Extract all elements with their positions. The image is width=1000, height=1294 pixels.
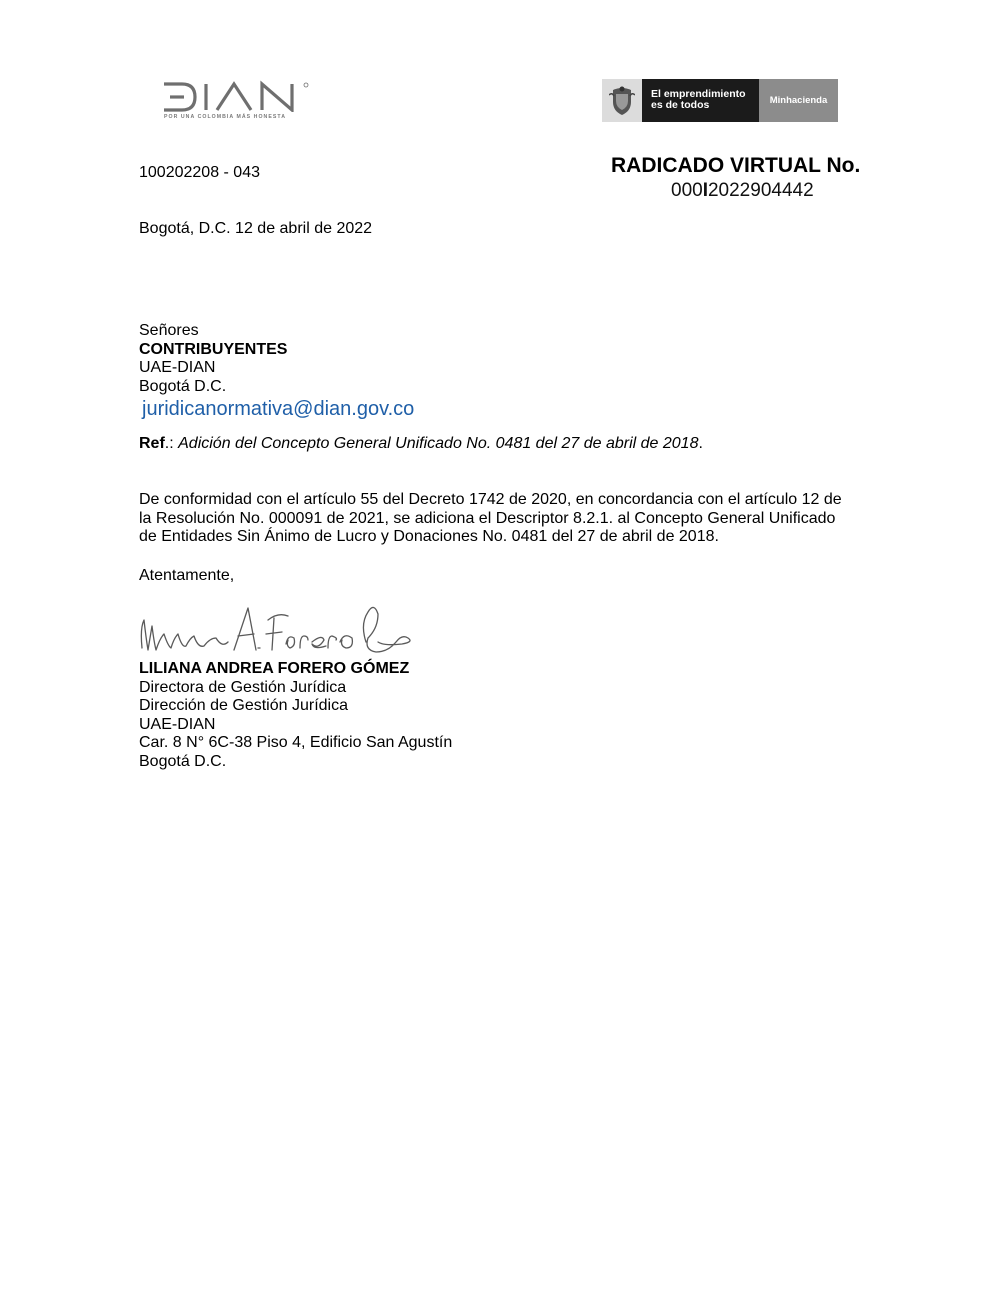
signer-office: Dirección de Gestión Jurídica	[139, 697, 348, 715]
signer-city: Bogotá D.C.	[139, 752, 227, 770]
body-line: la Resolución No. 000091 de 2021, se adiciona el Descriptor 8.2.1. al Concepto General Unificado	[139, 509, 836, 527]
dian-logo	[162, 80, 312, 124]
reference-separator: .:	[164, 435, 179, 452]
reference-line	[139, 435, 703, 454]
document-number: 100202208 - 043	[139, 164, 260, 181]
signer-name: LILIANA ANDREA FORERO GÓMEZ	[139, 660, 410, 677]
recipient-name: CONTRIBUYENTES	[139, 340, 288, 358]
gov-slogan-line1: El emprendimiento	[651, 88, 746, 100]
radicado-prefix: 000	[671, 180, 703, 201]
recipient-block	[139, 322, 287, 396]
email-link[interactable]: juridicanormativa@dian.gov.co	[142, 398, 415, 420]
signer-entity: UAE-DIAN	[139, 715, 216, 733]
ministry-label: Minhacienda	[759, 79, 838, 122]
closing: Atentamente,	[139, 567, 235, 584]
recipient-entity: UAE-DIAN	[139, 359, 216, 377]
signer-address: Car. 8 N° 6C-38 Piso 4, Edificio San Agustín	[139, 734, 453, 752]
city-date: Bogotá, D.C. 12 de abril de 2022	[139, 220, 373, 237]
radicado-number	[671, 180, 814, 202]
body-line: de Entidades Sin Ánimo de Lucro y Donaciones No. 0481 del 27 de abril de 2018.	[139, 528, 719, 546]
government-slogan	[642, 79, 759, 122]
reference-label: Ref	[139, 435, 165, 452]
dian-tagline: POR UNA COLOMBIA MÁS HONESTA	[164, 114, 287, 120]
dian-wordmark	[162, 80, 310, 112]
body-paragraph	[139, 491, 869, 547]
body-line: De conformidad con el artículo 55 del Decreto 1742 de 2020, en concordancia con el artículo 12 de	[139, 491, 842, 508]
government-banner	[602, 79, 838, 122]
gov-slogan-line2: es de todos	[651, 99, 710, 111]
radicado-label: RADICADO VIRTUAL No.	[611, 154, 861, 177]
signer-block	[139, 660, 452, 772]
radicado-mark: I	[702, 180, 708, 201]
radicado-suffix: 2022904442	[707, 180, 814, 201]
coat-of-arms-icon	[602, 79, 642, 122]
handwritten-signature	[138, 598, 423, 668]
signer-title: Directora de Gestión Jurídica	[139, 678, 347, 696]
recipient-city: Bogotá D.C.	[139, 377, 227, 395]
reference-text: Adición del Concepto General Unificado No. 0481 del 27 de abril de 2018	[178, 435, 699, 452]
reference-end: .	[698, 435, 703, 452]
recipient-salutation: Señores	[139, 322, 199, 339]
